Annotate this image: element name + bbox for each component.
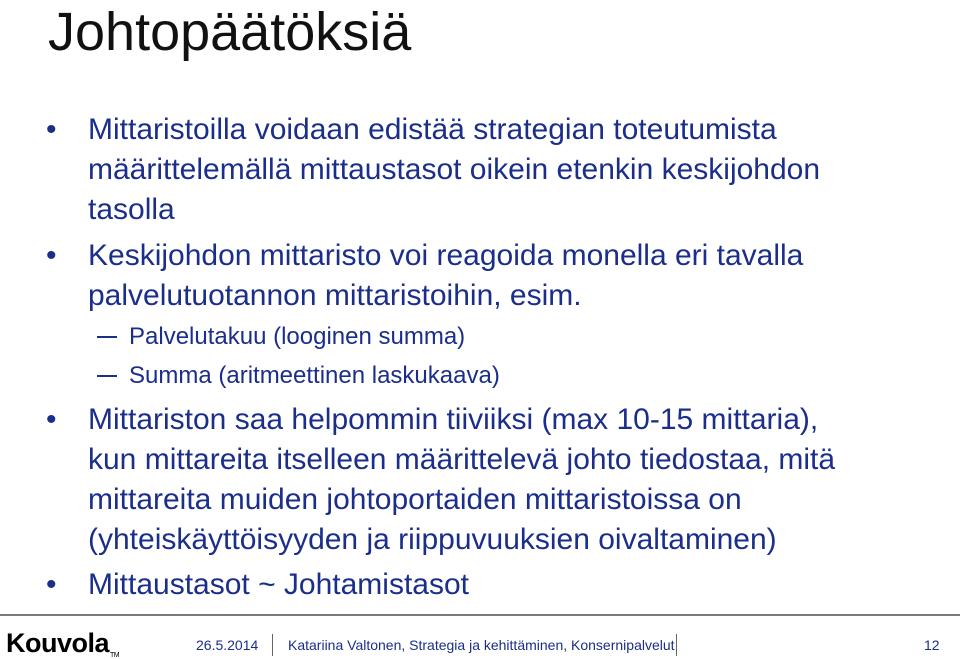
- bullet-line: mittareita muiden johtoportaiden mittaristoissa on: [88, 483, 742, 516]
- sub-bullet-text: Palvelutakuu (looginen summa): [129, 323, 466, 350]
- bullet-icon: •: [46, 239, 57, 272]
- logo-trademark: TM: [110, 652, 120, 659]
- bullet-line: Mittariston saa helpommin tiiviiksi (max 10-15 mittaria),: [88, 403, 819, 436]
- slide-title: Johtopäätöksiä: [48, 2, 412, 62]
- bullet-icon: •: [46, 568, 57, 601]
- bullet-line: kun mittareita itselleen määrittelevä johto tiedostaa, mitä: [88, 443, 836, 476]
- footer-date: 26.5.2014: [196, 637, 259, 653]
- dash-icon: [97, 375, 117, 377]
- bullet-line: palvelutuotannon mittaristoihin, esim.: [88, 279, 582, 312]
- bullet-icon: •: [46, 113, 57, 146]
- sub-bullet-item: [129, 321, 465, 353]
- bullet-icon: •: [46, 403, 57, 436]
- bullet-line: Keskijohdon mittaristo voi reagoida monella eri tavalla: [88, 239, 804, 272]
- footer-page-number: 12: [924, 637, 940, 653]
- bullet-line: Mittaustasot ~ Johtamistasot: [88, 568, 470, 601]
- bullet-item: [46, 565, 938, 605]
- footer-divider: [0, 614, 960, 616]
- logo-text: Kouvola: [6, 628, 110, 658]
- footer-author-info: Katariina Valtonen, Strategia ja kehittäminen, Konsernipalvelut: [288, 637, 675, 653]
- sub-bullet-text: Summa (aritmeettinen laskukaava): [129, 362, 500, 389]
- bullet-line: määrittelemällä mittaustasot oikein etenkin keskijohdon: [88, 153, 821, 186]
- dash-icon: [97, 336, 117, 338]
- footer-separator: [272, 634, 273, 656]
- bullet-item: [46, 110, 938, 230]
- bullet-line: Mittaristoilla voidaan edistää strategian toteutumista: [88, 113, 777, 146]
- kouvola-logo: [6, 628, 119, 659]
- footer-separator: [676, 634, 677, 656]
- bullet-item: [46, 236, 938, 316]
- sub-bullet-item: [129, 360, 500, 392]
- bullet-item: [46, 400, 938, 560]
- bullet-line: (yhteiskäyttöisyyden ja riippuvuuksien oivaltaminen): [88, 523, 777, 556]
- slide-footer: [0, 620, 960, 657]
- bullet-line: tasolla: [88, 193, 175, 226]
